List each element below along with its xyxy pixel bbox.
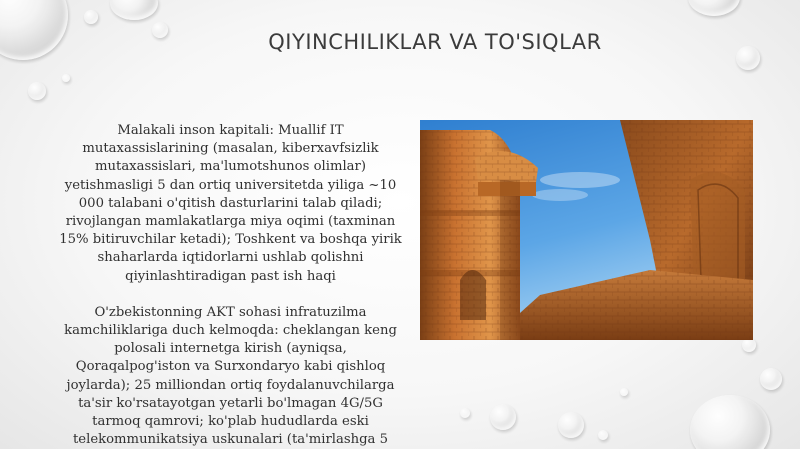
water-drop-icon: [760, 368, 782, 390]
slide-title: QIYINCHILIKLAR VA TO'SIQLAR: [268, 30, 602, 54]
water-drop-icon: [688, 0, 740, 16]
water-drop-icon: [490, 404, 516, 430]
water-drop-icon: [84, 10, 98, 24]
minaret-photo: [420, 120, 753, 340]
water-drop-icon: [690, 395, 770, 449]
water-drop-icon: [62, 74, 70, 82]
water-drop-icon: [152, 22, 168, 38]
water-drop-icon: [742, 338, 756, 352]
water-drop-icon: [598, 430, 608, 440]
body-paragraph: O'zbekistonning AKT sohasi infratuzilma kamchiliklariga duch kelmoqda: cheklangan keng polosali internetga kirish (ayniqsa, Qoraqalpog'iston va Surxondaryo kabi qishloq joylarda); 25 milliondan ortiq foydalanuvchilarga ta'sir ko'rsatayotgan yetarli bo'lmagan 4G/5G tarmoq qamrovi; ko'plab hududlarda eski telekommunikatsiya uskunalari (ta'mirlashga 5: [64, 304, 397, 448]
slide-body: [58, 122, 403, 449]
water-drop-icon: [620, 388, 628, 396]
water-drop-icon: [110, 0, 158, 20]
water-drop-icon: [558, 412, 584, 438]
body-paragraph: Malakali inson kapitali: Muallif IT mutaxassislarining (masalan, kiberxavfsizlik mutaxassislari, ma'lumotshunos olimlar) yetishmasligi 5 dan ortiq universitetda yiliga ~10 000 talabani o'qitish dasturlarini talab qiladi; rivojlangan mamlakatlarga miya oqimi (taxminan 15% bitiruvchilar ketadi); Toshkent va boshqa yirik shaharlarda iqtidorlarni ushlab qolishni qiyinlashtiradigan past ish haqi: [59, 123, 402, 284]
water-drop-icon: [736, 46, 760, 70]
water-drop-icon: [460, 408, 470, 418]
water-drop-icon: [28, 82, 46, 100]
water-drop-icon: [0, 0, 68, 60]
